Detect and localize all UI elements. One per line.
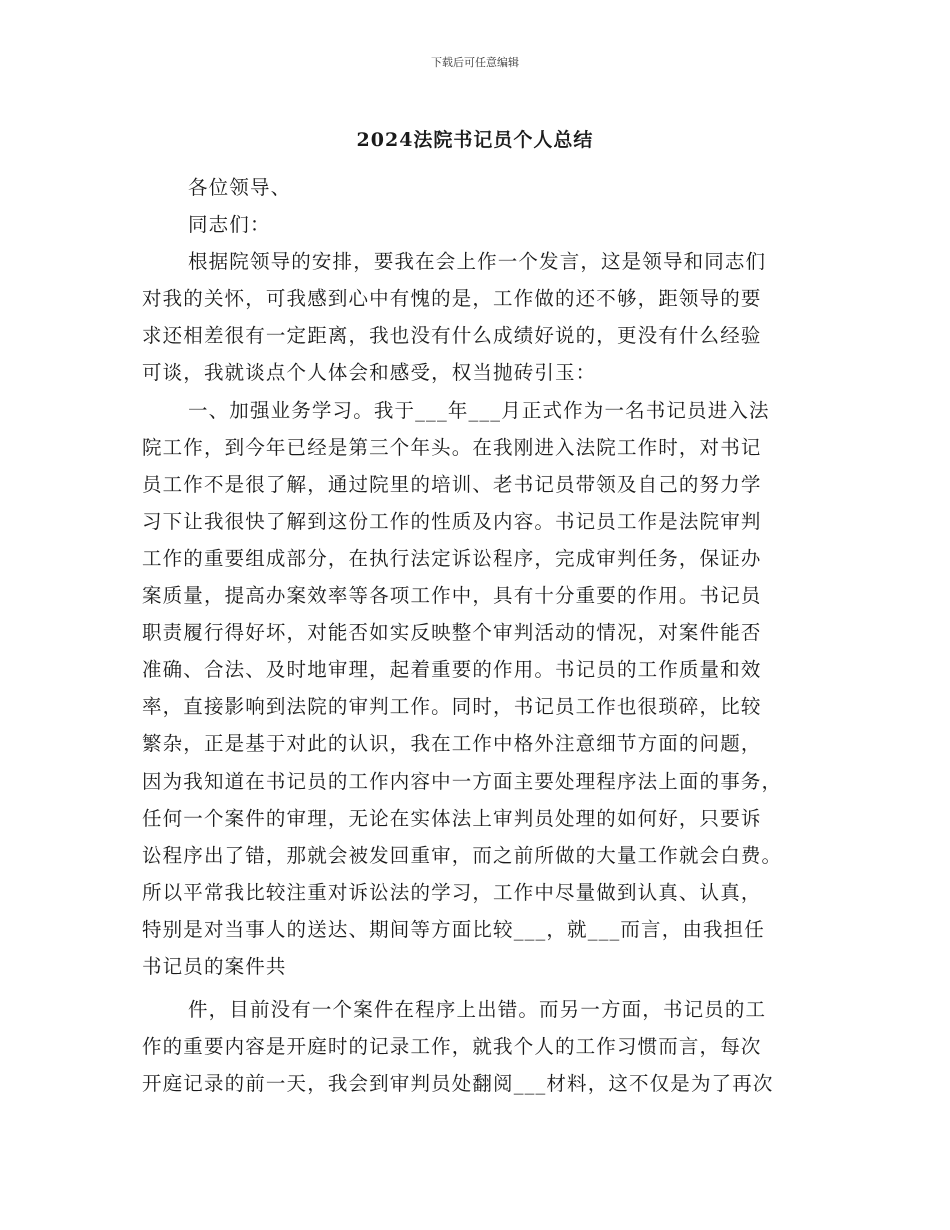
paragraph-line: 讼程序出了错，那就会被发回重审，而之前所做的大量工作就会白费。 bbox=[142, 843, 783, 867]
paragraph-line: 所以平常我比较注重对诉讼法的学习，工作中尽量做到认真、认真， bbox=[142, 880, 762, 904]
paragraph-line: 院工作，到今年已经是第三个年头。在我刚进入法院工作时，对书记 bbox=[142, 435, 762, 459]
page-header-note: 下载后可任意编辑 bbox=[431, 56, 519, 69]
paragraph-line: 件，目前没有一个案件在程序上出错。而另一方面，书记员的工 bbox=[188, 998, 767, 1022]
paragraph-line: 因为我知道在书记员的工作内容中一方面主要处理程序法上面的事务， bbox=[142, 769, 783, 793]
paragraph-line: 根据院领导的安排，要我在会上作一个发言，这是领导和同志们 bbox=[188, 250, 767, 274]
paragraph-line: 开庭记录的前一天，我会到审判员处翻阅___材料，这不仅是为了再次 bbox=[142, 1072, 774, 1096]
document-body bbox=[142, 169, 822, 1102]
paragraph-line: 案质量，提高办案效率等各项工作中，具有十分重要的作用。书记员 bbox=[142, 584, 762, 608]
paragraph-line: 任何一个案件的审理，无论在实体法上审判员处理的如何好，只要诉 bbox=[142, 806, 762, 830]
paragraph-line: 求还相差很有一定距离，我也没有什么成绩好说的，更没有什么经验 bbox=[142, 324, 762, 348]
paragraph-line: 特别是对当事人的送达、期间等方面比较___，就___而言，由我担任 bbox=[142, 917, 765, 941]
paragraph-line: 一、加强业务学习。我于___年___月正式作为一名书记员进入法 bbox=[188, 398, 770, 422]
salutation-line: 同志们： bbox=[188, 213, 271, 237]
document-title: 2024法院书记员个人总结 bbox=[356, 129, 594, 151]
paragraph-line: 职责履行得好坏，对能否如实反映整个审判活动的情况，对案件能否 bbox=[142, 621, 762, 645]
paragraph-line: 对我的关怀，可我感到心中有愧的是，工作做的还不够，距领导的要 bbox=[142, 287, 762, 311]
salutation-line: 各位领导、 bbox=[188, 176, 292, 199]
paragraph-line: 可谈，我就谈点个人体会和感受，权当抛砖引玉： bbox=[142, 361, 597, 385]
paragraph-line: 工作的重要组成部分，在执行法定诉讼程序，完成审判任务，保证办 bbox=[142, 546, 762, 570]
paragraph-line: 准确、合法、及时地审理，起着重要的作用。书记员的工作质量和效 bbox=[142, 658, 762, 682]
paragraph-line: 习下让我很快了解到这份工作的性质及内容。书记员工作是法院审判 bbox=[142, 509, 762, 533]
paragraph-line: 作的重要内容是开庭时的记录工作，就我个人的工作习惯而言，每次 bbox=[142, 1035, 762, 1059]
paragraph-line: 率，直接影响到法院的审判工作。同时，书记员工作也很琐碎，比较 bbox=[142, 695, 762, 719]
paragraph-line: 繁杂，正是基于对此的认识，我在工作中格外注意细节方面的问题， bbox=[142, 732, 762, 756]
paragraph-line: 书记员的案件共 bbox=[142, 954, 287, 978]
paragraph-line: 员工作不是很了解，通过院里的培训、老书记员带领及自己的努力学 bbox=[142, 472, 762, 496]
